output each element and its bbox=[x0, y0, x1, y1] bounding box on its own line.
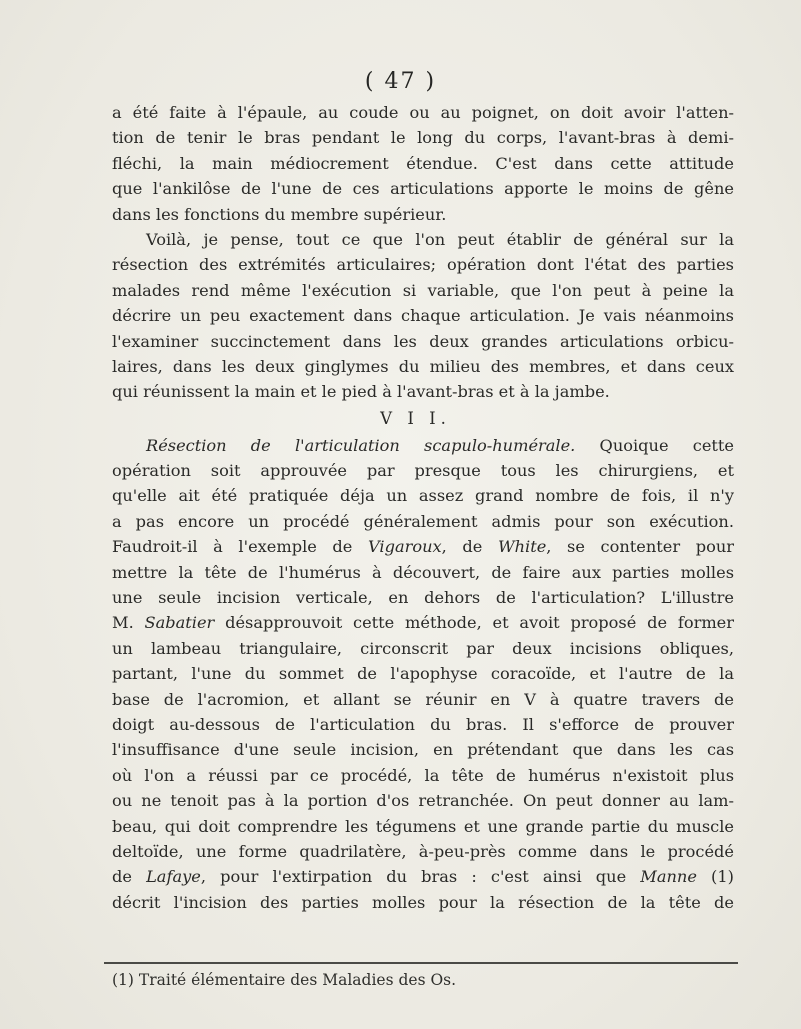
text-line: deltoïde, une forme quadrilatère, à-peu-près comme dans le procédé bbox=[112, 841, 734, 861]
text-line: décrit l'incision des parties molles pour la résection de la tête de bbox=[112, 892, 734, 912]
text-span: de bbox=[112, 867, 147, 887]
text-line: Voilà, je pense, tout ce que l'on peut établir de général sur la bbox=[146, 229, 734, 249]
text-line: malades rend même l'exécution si variable, que l'on peut à peine la bbox=[112, 280, 734, 300]
page-number: ( 47 ) bbox=[364, 69, 437, 94]
text-line: l'insuffisance d'une seule incision, en prétendant que dans les cas bbox=[112, 740, 734, 760]
footnote-divider bbox=[104, 962, 738, 964]
text-line: résection des extrémités articulaires; opération dont l'état des parties bbox=[112, 255, 734, 275]
text-line: qui réunissent la main et le pied à l'avant-bras et à la jambe. bbox=[112, 382, 610, 402]
text-line: a pas encore un procédé généralement admis pour son exécution. bbox=[112, 511, 734, 531]
text-span: Quoique cette bbox=[575, 435, 734, 455]
text-line bbox=[112, 433, 734, 458]
author-name: Lafaye bbox=[146, 867, 201, 887]
section-heading: V I I. bbox=[380, 408, 451, 428]
text-line: l'examiner succinctement dans les deux grandes articulations orbicu- bbox=[112, 331, 734, 351]
text-span: , pour l'extirpation du bras : c'est ainsi que bbox=[200, 867, 641, 887]
text-line: partant, l'une du sommet de l'apophyse coracoïde, et l'autre de la bbox=[112, 664, 734, 684]
text-line: ou ne tenoit pas à la portion d'os retranchée. On peut donner au lam- bbox=[112, 791, 734, 811]
text-line: dans les fonctions du membre supérieur. bbox=[112, 204, 447, 224]
author-name: Vigaroux bbox=[368, 537, 442, 557]
text-line: laires, dans les deux ginglymes du milieu des membres, et dans ceux bbox=[112, 356, 734, 376]
text-line: décrire un peu exactement dans chaque articulation. Je vais néanmoins bbox=[112, 306, 734, 326]
text-line: fléchi, la main médiocrement étendue. C'est dans cette attitude bbox=[112, 153, 734, 173]
body-text bbox=[112, 100, 734, 915]
text-span: , se contenter pour bbox=[546, 537, 735, 557]
section-title: Résection de l'articulation scapulo-humérale. bbox=[146, 435, 576, 455]
footnote-marker: (1) bbox=[696, 867, 734, 887]
text-line: beau, qui doit comprendre les tégumens et une grande partie du muscle bbox=[112, 816, 734, 836]
text-line: où l'on a réussi par ce procédé, la tête de humérus n'existoit plus bbox=[112, 765, 734, 785]
text-line: mettre la tête de l'humérus à découvert, de faire aux parties molles bbox=[112, 562, 734, 582]
text-line: une seule incision verticale, en dehors de l'articulation? L'illustre bbox=[112, 588, 734, 608]
text-span: Faudroit-il à l'exemple de bbox=[112, 537, 368, 557]
text-line: qu'elle ait été pratiquée déja un assez grand nombre de fois, il n'y bbox=[112, 486, 734, 506]
text-line: base de l'acromion, et allant se réunir en V à quatre travers de bbox=[112, 689, 734, 709]
text-line bbox=[112, 864, 734, 889]
text-line: opération soit approuvée par presque tous les chirurgiens, et bbox=[112, 461, 734, 481]
text-line: un lambeau triangulaire, circonscrit par deux incisions obliques, bbox=[112, 638, 734, 658]
text-span: M. bbox=[112, 613, 145, 633]
author-name: Manne bbox=[640, 867, 697, 887]
author-name: Sabatier bbox=[144, 613, 215, 633]
text-span: désapprouvoit cette méthode, et avoit proposé de former bbox=[214, 613, 734, 633]
text-span: , de bbox=[441, 537, 498, 557]
author-name: White bbox=[497, 537, 547, 557]
text-line: doigt au-dessous de l'articulation du bras. Il s'efforce de prouver bbox=[112, 714, 734, 734]
footnote: (1) Traité élémentaire des Maladies des Os. bbox=[112, 971, 457, 989]
text-line bbox=[112, 610, 734, 635]
text-line: tion de tenir le bras pendant le long du corps, l'avant-bras à demi- bbox=[112, 128, 734, 148]
text-line bbox=[112, 534, 734, 559]
text-line: que l'ankilôse de l'une de ces articulations apporte le moins de gêne bbox=[112, 179, 734, 199]
text-line: a été faite à l'épaule, au coude ou au poignet, on doit avoir l'atten- bbox=[112, 103, 734, 122]
